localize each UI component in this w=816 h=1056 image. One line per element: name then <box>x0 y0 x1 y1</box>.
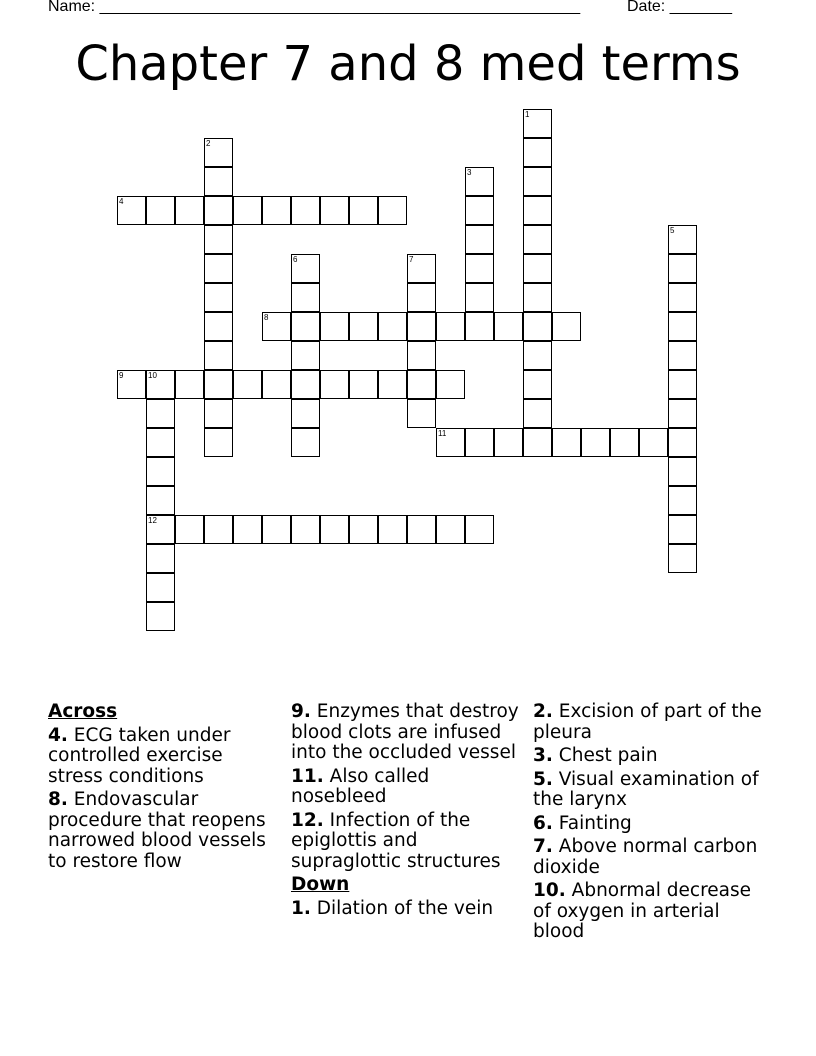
clue-across-11 <box>291 767 526 808</box>
crossword-cell[interactable] <box>291 341 320 370</box>
crossword-cell[interactable] <box>262 312 291 341</box>
crossword-cell[interactable] <box>204 370 233 399</box>
crossword-cell[interactable] <box>436 428 465 457</box>
crossword-cell[interactable] <box>117 196 146 225</box>
name-line: Name: ______________________________________________________ <box>48 0 581 15</box>
crossword-cell[interactable] <box>378 312 407 341</box>
crossword-cell[interactable] <box>407 312 436 341</box>
crossword-cell[interactable] <box>320 196 349 225</box>
crossword-cell[interactable] <box>262 515 291 544</box>
across-heading: Across <box>48 701 118 722</box>
cell-number: 11 <box>438 429 447 438</box>
crossword-cell[interactable] <box>204 515 233 544</box>
clue-down-7 <box>533 837 773 878</box>
clue-text: Visual examination of the larynx <box>533 768 759 810</box>
crossword-cell[interactable] <box>407 254 436 283</box>
crossword-cell[interactable] <box>175 196 204 225</box>
crossword-cell[interactable] <box>407 370 436 399</box>
clue-text: Infection of the epiglottis and supraglottic structures <box>291 809 501 872</box>
crossword-cell[interactable] <box>610 428 639 457</box>
crossword-cell[interactable] <box>204 254 233 283</box>
clue-text: Enzymes that destroy blood clots are infused into the occluded vessel <box>291 701 519 763</box>
crossword-cell[interactable] <box>407 399 436 428</box>
crossword-cell[interactable] <box>204 167 233 196</box>
crossword-cell[interactable] <box>378 196 407 225</box>
clue-across-4 <box>48 726 283 788</box>
crossword-cell[interactable] <box>175 370 204 399</box>
crossword-cell[interactable] <box>146 515 175 544</box>
crossword-cell[interactable] <box>291 399 320 428</box>
clue-down-5 <box>533 770 773 811</box>
crossword-cell[interactable] <box>523 370 552 399</box>
crossword-cell[interactable] <box>349 370 378 399</box>
crossword-cell[interactable] <box>465 196 494 225</box>
crossword-cell[interactable] <box>146 370 175 399</box>
cell-number: 7 <box>409 255 414 264</box>
crossword-cell[interactable] <box>204 283 233 312</box>
cell-number: 12 <box>148 516 157 525</box>
crossword-cell[interactable] <box>668 341 697 370</box>
crossword-cell[interactable] <box>523 225 552 254</box>
crossword-cell[interactable] <box>204 428 233 457</box>
crossword-cell[interactable] <box>523 196 552 225</box>
crossword-cell[interactable] <box>204 312 233 341</box>
crossword-cell[interactable] <box>291 254 320 283</box>
crossword-cell[interactable] <box>233 370 262 399</box>
crossword-cell[interactable] <box>523 428 552 457</box>
crossword-cell[interactable] <box>494 428 523 457</box>
crossword-cell[interactable] <box>465 254 494 283</box>
clue-text: Above normal carbon dioxide <box>533 836 758 878</box>
crossword-cell[interactable] <box>523 109 552 138</box>
crossword-cell[interactable] <box>407 341 436 370</box>
clue-text: Chest pain <box>558 745 658 766</box>
crossword-cell[interactable] <box>349 515 378 544</box>
crossword-cell[interactable] <box>291 370 320 399</box>
crossword-cell[interactable] <box>523 283 552 312</box>
crossword-cell[interactable] <box>204 196 233 225</box>
clues-column-1 <box>48 702 283 875</box>
clue-across-12 <box>291 811 526 873</box>
clue-number: 10. <box>533 880 566 901</box>
page-title: Chapter 7 and 8 med terms <box>75 36 741 92</box>
crossword-cell[interactable] <box>146 196 175 225</box>
crossword-cell[interactable] <box>291 515 320 544</box>
clue-text: Abnormal decrease of oxygen in arterial blood <box>533 880 752 942</box>
crossword-cell[interactable] <box>494 312 523 341</box>
crossword-cell[interactable] <box>465 312 494 341</box>
crossword-cell[interactable] <box>523 254 552 283</box>
crossword-cell[interactable] <box>204 225 233 254</box>
cell-number: 10 <box>148 371 157 380</box>
cell-number: 2 <box>206 139 211 148</box>
crossword-cell[interactable] <box>668 515 697 544</box>
clue-down-1 <box>291 899 526 920</box>
crossword-cell[interactable] <box>146 399 175 428</box>
crossword-cell[interactable] <box>668 428 697 457</box>
down-heading: Down <box>291 874 350 895</box>
cell-number: 3 <box>467 168 472 177</box>
crossword-cell[interactable] <box>668 225 697 254</box>
crossword-cell[interactable] <box>523 399 552 428</box>
crossword-cell[interactable] <box>465 283 494 312</box>
crossword-cell[interactable] <box>233 196 262 225</box>
crossword-cell[interactable] <box>349 196 378 225</box>
crossword-cell[interactable] <box>523 167 552 196</box>
crossword-cell[interactable] <box>175 515 204 544</box>
clue-number: 2. <box>533 701 553 722</box>
clue-number: 6. <box>533 812 553 834</box>
crossword-cell[interactable] <box>465 515 494 544</box>
crossword-cell[interactable] <box>204 399 233 428</box>
clue-text: Dilation of the vein <box>316 897 494 919</box>
crossword-cell[interactable] <box>262 196 291 225</box>
clue-text: Endovascular procedure that reopens narrowed blood vessels to restore flow <box>48 789 266 872</box>
crossword-cell[interactable] <box>204 341 233 370</box>
clues-column-3 <box>533 702 773 946</box>
crossword-cell[interactable] <box>204 138 233 167</box>
crossword-cell[interactable] <box>668 312 697 341</box>
crossword-cell[interactable] <box>668 254 697 283</box>
clue-text: Also called nosebleed <box>291 765 430 807</box>
crossword-cell[interactable] <box>262 370 291 399</box>
crossword-cell[interactable] <box>320 370 349 399</box>
crossword-cell[interactable] <box>146 544 175 573</box>
clue-number: 3. <box>533 745 553 766</box>
clue-number: 7. <box>533 836 553 857</box>
crossword-cell[interactable] <box>668 486 697 515</box>
clues-column-2 <box>291 702 526 922</box>
clue-number: 8. <box>48 789 68 810</box>
crossword-cell[interactable] <box>291 312 320 341</box>
clue-across-8 <box>48 790 283 872</box>
crossword-cell[interactable] <box>291 283 320 312</box>
crossword-cell[interactable] <box>465 428 494 457</box>
crossword-cell[interactable] <box>146 573 175 602</box>
crossword-cell[interactable] <box>146 428 175 457</box>
cell-number: 8 <box>264 313 269 322</box>
clue-number: 5. <box>533 768 553 790</box>
cell-number: 9 <box>119 371 124 380</box>
crossword-cell[interactable] <box>349 312 378 341</box>
clue-down-6 <box>533 814 773 835</box>
clue-number: 9. <box>291 701 311 722</box>
crossword-cell[interactable] <box>146 602 175 631</box>
crossword-cell[interactable] <box>407 283 436 312</box>
crossword-cell[interactable] <box>668 283 697 312</box>
crossword-cell[interactable] <box>436 370 465 399</box>
crossword-cell[interactable] <box>668 370 697 399</box>
clue-across-9 <box>291 702 526 764</box>
cell-number: 6 <box>293 255 298 264</box>
crossword-cell[interactable] <box>668 544 697 573</box>
crossword-cell[interactable] <box>146 486 175 515</box>
crossword-cell[interactable] <box>465 225 494 254</box>
clue-text: Fainting <box>558 812 632 834</box>
crossword-cell[interactable] <box>552 312 581 341</box>
crossword-cell[interactable] <box>117 370 146 399</box>
cell-number: 5 <box>670 226 675 235</box>
crossword-cell[interactable] <box>378 515 407 544</box>
clue-text: Excision of part of the pleura <box>533 701 762 743</box>
crossword-cell[interactable] <box>581 428 610 457</box>
cell-number: 4 <box>119 197 124 206</box>
cell-number: 1 <box>525 110 530 119</box>
crossword-cell[interactable] <box>233 515 262 544</box>
crossword-cell[interactable] <box>436 515 465 544</box>
clue-number: 11. <box>291 765 324 787</box>
clue-number: 12. <box>291 809 324 831</box>
crossword-cell[interactable] <box>407 515 436 544</box>
crossword-cell[interactable] <box>320 515 349 544</box>
clue-number: 4. <box>48 724 68 746</box>
clue-down-2 <box>533 702 773 743</box>
crossword-cell[interactable] <box>436 312 465 341</box>
crossword-cell[interactable] <box>378 370 407 399</box>
crossword-cell[interactable] <box>523 138 552 167</box>
date-line: Date: _______ <box>627 0 732 15</box>
clue-down-3 <box>533 746 773 767</box>
crossword-cell[interactable] <box>291 428 320 457</box>
crossword-cell[interactable] <box>465 167 494 196</box>
clue-down-10 <box>533 881 773 943</box>
crossword-cell[interactable] <box>639 428 668 457</box>
crossword-cell[interactable] <box>523 341 552 370</box>
crossword-cell[interactable] <box>668 457 697 486</box>
crossword-cell[interactable] <box>320 312 349 341</box>
crossword-cell[interactable] <box>146 457 175 486</box>
clue-number: 1. <box>291 897 311 919</box>
crossword-cell[interactable] <box>552 428 581 457</box>
crossword-cell[interactable] <box>523 312 552 341</box>
crossword-cell[interactable] <box>291 196 320 225</box>
crossword-cell[interactable] <box>668 399 697 428</box>
clue-text: ECG taken under controlled exercise stress conditions <box>48 724 231 787</box>
